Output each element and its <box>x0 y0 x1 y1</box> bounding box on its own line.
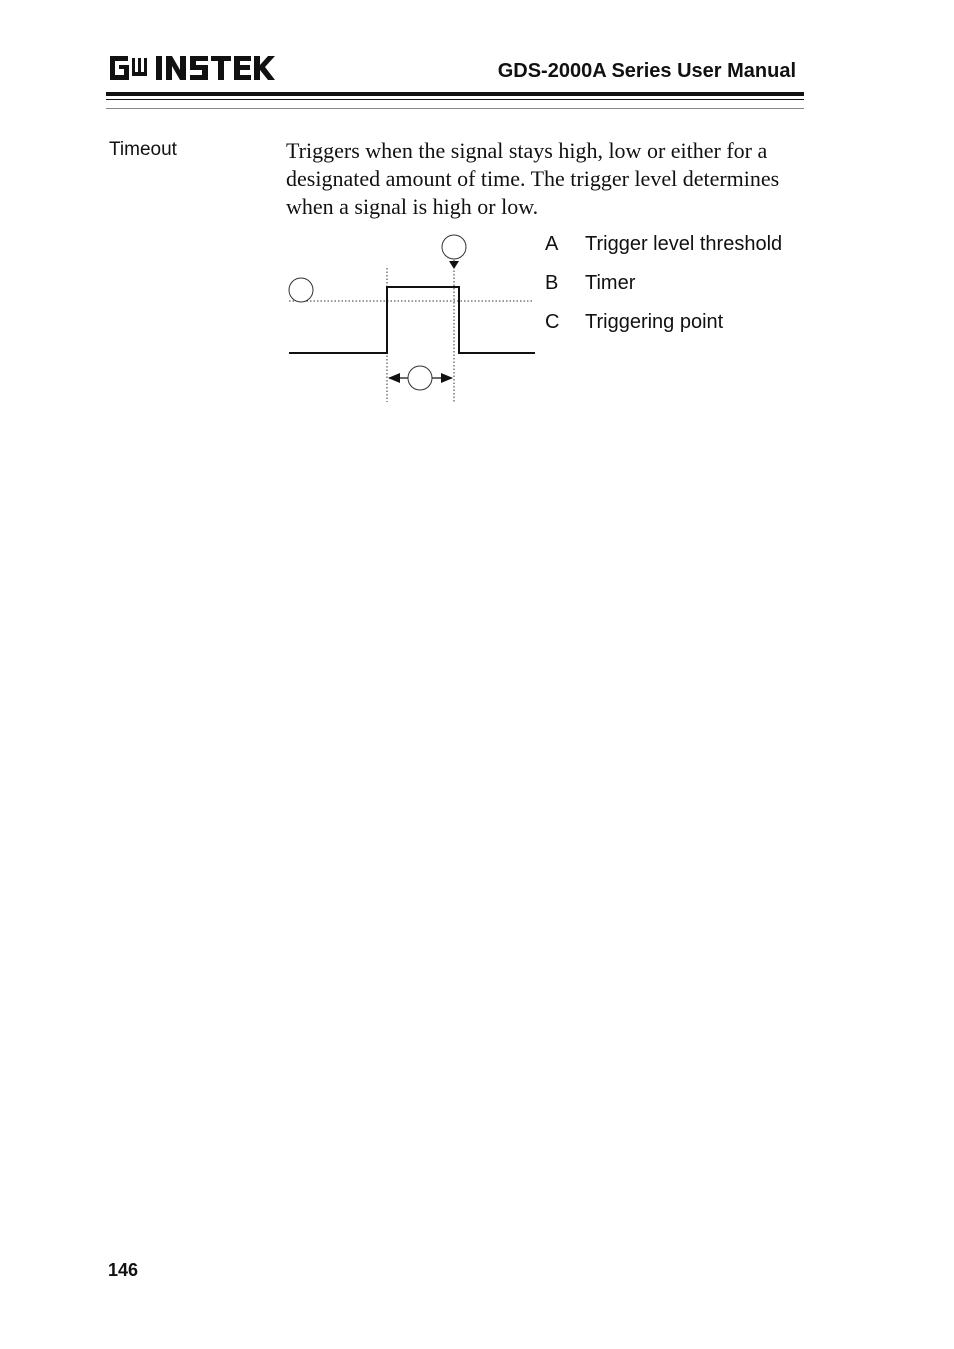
timeout-trigger-diagram <box>285 232 540 407</box>
legend-item <box>545 233 805 272</box>
legend-item <box>545 272 805 311</box>
header-rule-under <box>106 108 804 109</box>
trigger-point-arrow <box>449 261 459 269</box>
legend-text: Trigger level threshold <box>585 233 783 255</box>
legend-text: Triggering point <box>585 311 724 333</box>
section-label: Timeout <box>109 139 177 160</box>
header-rule-thick <box>106 92 804 96</box>
timer-arrow-left <box>388 373 400 383</box>
legend-text: Timer <box>585 272 636 294</box>
gw-instek-logo <box>108 52 278 84</box>
section-description: Triggers when the signal stays high, low or either for a designated amount of time. The trigger level determines when a signal is high or low. <box>286 138 780 219</box>
legend-key: B <box>545 272 559 294</box>
timer-arrow-right <box>441 373 453 383</box>
marker-a-circle <box>289 278 313 302</box>
legend-key: A <box>545 233 559 255</box>
legend-key: C <box>545 311 560 333</box>
diagram-legend <box>545 233 805 350</box>
header-rule-thin <box>106 99 804 100</box>
page-number: 146 <box>108 1260 139 1280</box>
marker-b-circle <box>408 366 432 390</box>
signal-waveform <box>289 287 535 353</box>
legend-item <box>545 311 805 350</box>
manual-title: GDS-2000A Series User Manual <box>497 60 796 82</box>
marker-c-circle <box>442 235 466 259</box>
